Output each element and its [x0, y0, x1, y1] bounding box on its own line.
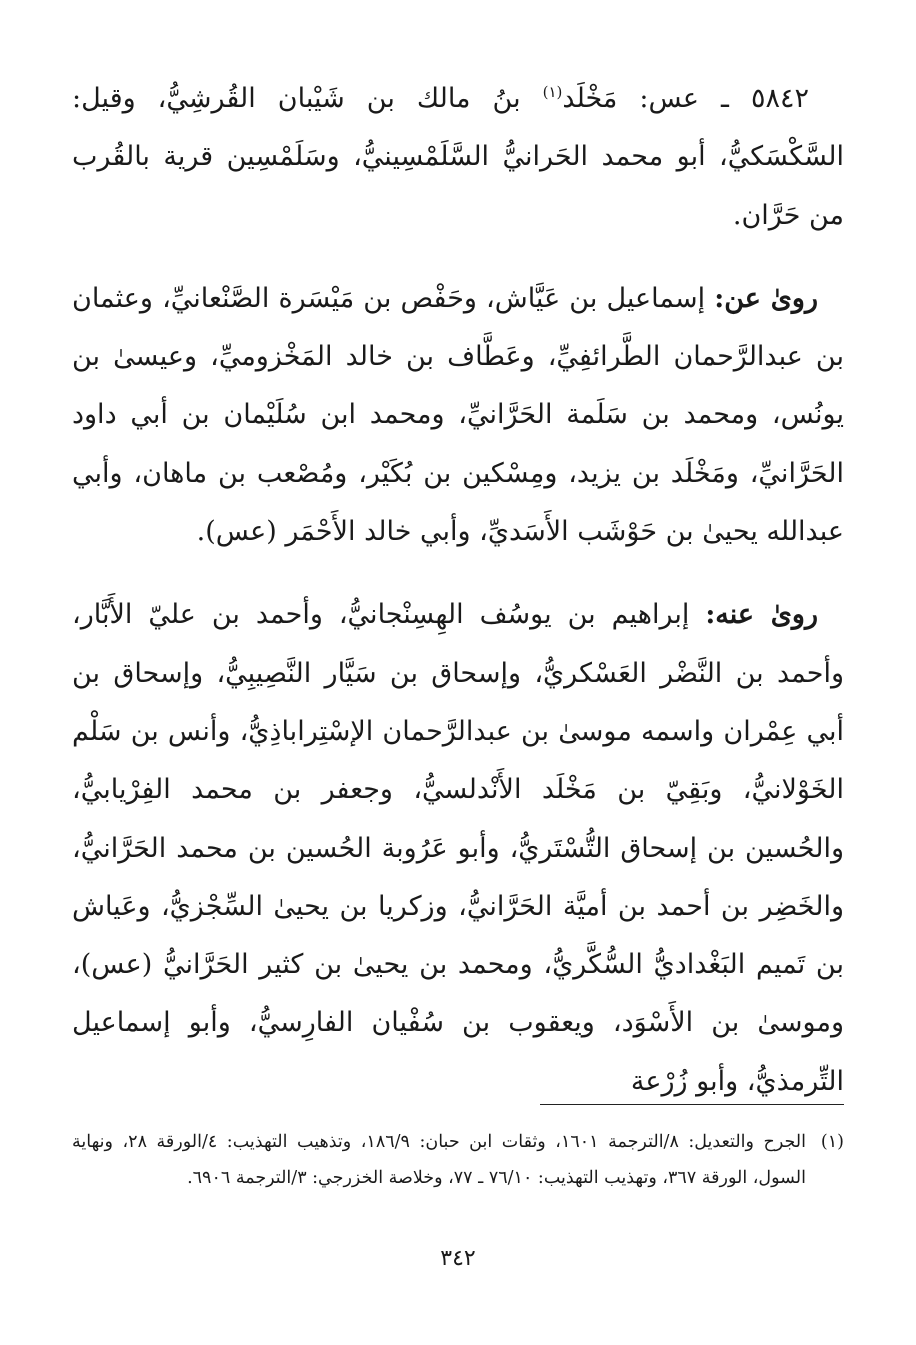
- entry-body: [72, 70, 844, 1111]
- footnote: [72, 1124, 844, 1196]
- entry-number: ٥٨٤٢: [750, 83, 809, 114]
- footnote-divider: [540, 1104, 844, 1105]
- entry-header-rest: بنُ مالك بن شَيْبان القُرشِيُّ، وقيل: السَّكْسَكيُّ، أبو محمد الحَرانيُّ السَّلَمْسِينيُّ، وسَلَمْسِين قرية بالقُرب من حَرَّان.: [72, 83, 844, 231]
- page-number: ٣٤٢: [440, 1246, 476, 1271]
- footnote-marker: (١): [542, 83, 563, 101]
- footnote-text: الجرح والتعديل: ٨/الترجمة ١٦٠١، وثقات ابن حبان: ١٨٦/٩، وتذهيب التهذيب: ٤/الورقة ٢٨، ونهاية السول، الورقة ٣٦٧، وتهذيب التهذيب: ٧٦/١٠ ـ ٧٧، وخلاصة الخزرجي: ٣/الترجمة ٦٩٠٦.: [72, 1132, 806, 1188]
- narrated-by-label: روىٰ عنه:: [705, 599, 819, 631]
- narrated-by-paragraph: [72, 586, 844, 1111]
- entry-header-prefix: ـ عس:: [617, 83, 751, 114]
- narrated-from-paragraph: [72, 270, 844, 561]
- entry-header-paragraph: [72, 70, 844, 245]
- narrator-name: مَخْلَد: [562, 83, 618, 114]
- footnote-number: (١): [820, 1132, 844, 1152]
- narrated-by-text: إبراهيم بن يوسُف الهِسِنْجانيُّ، وأحمد بن عليّ الأَبَّار، وأحمد بن النَّضْر العَسْكريُّ، وإسحاق بن سَيَّار النَّصِيبِيُّ، وإسحاق بن أبي عِمْران واسمه موسىٰ بن عبدالرَّحمان الإسْتِراباذِيُّ، وأنس بن سَلْم الخَوْلانيُّ، وبَقِيّ بن مَخْلَد الأَنْدلسيُّ، وجعفر بن محمد الفِرْيابيُّ، والحُسين بن إسحاق التُّسْتَريُّ، وأبو عَرُوبة الحُسين بن محمد الحَرَّانيُّ، والخَضِر بن أحمد بن أميَّة الحَرَّانيُّ، وزكريا بن يحيىٰ السِّجْزيُّ، وعَياش بن تَميم البَغْداديُّ السُّكَّريُّ، ومحمد بن يحيىٰ بن كثير الحَرَّانيُّ (عس)، وموسىٰ بن الأَسْوَد، ويعقوب بن سُفْيان الفارِسيُّ، وأبو إسماعيل التِّرمذيُّ، وأبو زُرْعة: [72, 599, 844, 1097]
- narrated-from-label: روىٰ عن:: [714, 282, 818, 314]
- narrated-from-text: إسماعيل بن عَيَّاش، وحَفْص بن مَيْسَرة الصَّنْعانيِّ، وعثمان بن عبدالرَّحمان الطَّرائفِيِّ، وعَطَّاف بن خالد المَخْزوميِّ، وعيسىٰ بن يونُس، ومحمد بن سَلَمة الحَرَّانيِّ، ومحمد ابن سُلَيْمان بن أبي داود الحَرَّانيِّ، ومَخْلَد بن يزيد، ومِسْكين بن بُكَيْر، ومُصْعب بن ماهان، وأبي عبدالله يحيىٰ بن حَوْشَب الأَسَديِّ، وأبي خالد الأَحْمَر (عس).: [72, 282, 844, 548]
